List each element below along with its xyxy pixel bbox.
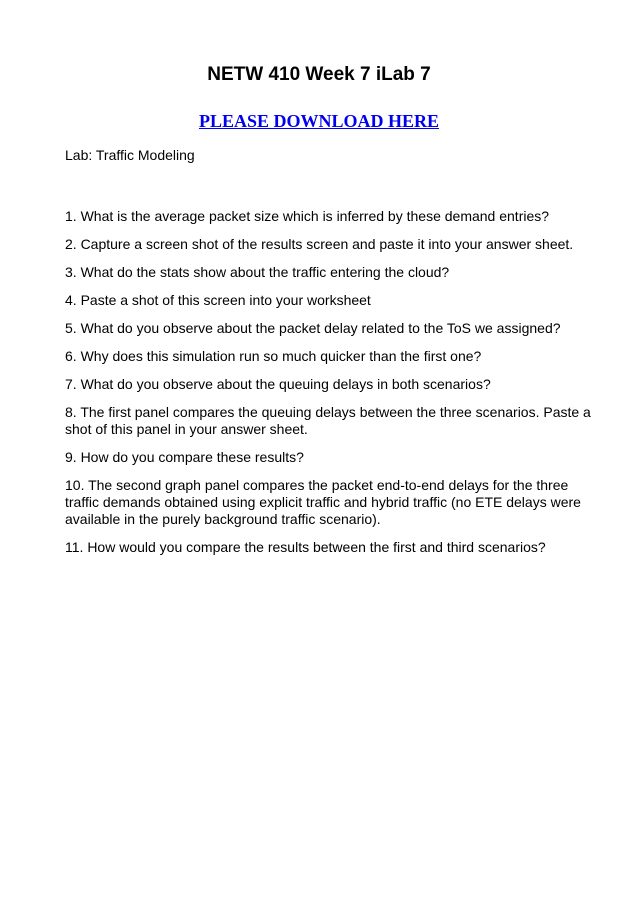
question-item: 8. The first panel compares the queuing delays between the three scenarios. Paste a shot of this panel in your answer sheet. [65, 404, 591, 437]
question-list [65, 208, 605, 567]
question-item: 6. Why does this simulation run so much quicker than the first one? [65, 348, 482, 364]
lab-label: Lab: Traffic Modeling [65, 147, 195, 163]
question-item: 4. Paste a shot of this screen into your worksheet [65, 292, 371, 308]
question-item: 3. What do the stats show about the traffic entering the cloud? [65, 264, 450, 280]
question-item: 7. What do you observe about the queuing delays in both scenarios? [65, 376, 491, 392]
question-item: 1. What is the average packet size which is inferred by these demand entries? [65, 208, 550, 224]
download-link[interactable]: PLEASE DOWNLOAD HERE [198, 111, 440, 131]
question-item: 11. How would you compare the results between the first and third scenarios? [65, 539, 546, 555]
question-item: 2. Capture a screen shot of the results screen and paste it into your answer sheet. [65, 236, 574, 252]
question-item: 10. The second graph panel compares the packet end-to-end delays for the three traffic demands obtained using explicit traffic and hybrid traffic (no ETE delays were available in the purely background traffic scenario). [65, 477, 581, 527]
question-item: 9. How do you compare these results? [65, 449, 304, 465]
question-item: 5. What do you observe about the packet delay related to the ToS we assigned? [65, 320, 561, 336]
page-title: NETW 410 Week 7 iLab 7 [207, 64, 431, 85]
